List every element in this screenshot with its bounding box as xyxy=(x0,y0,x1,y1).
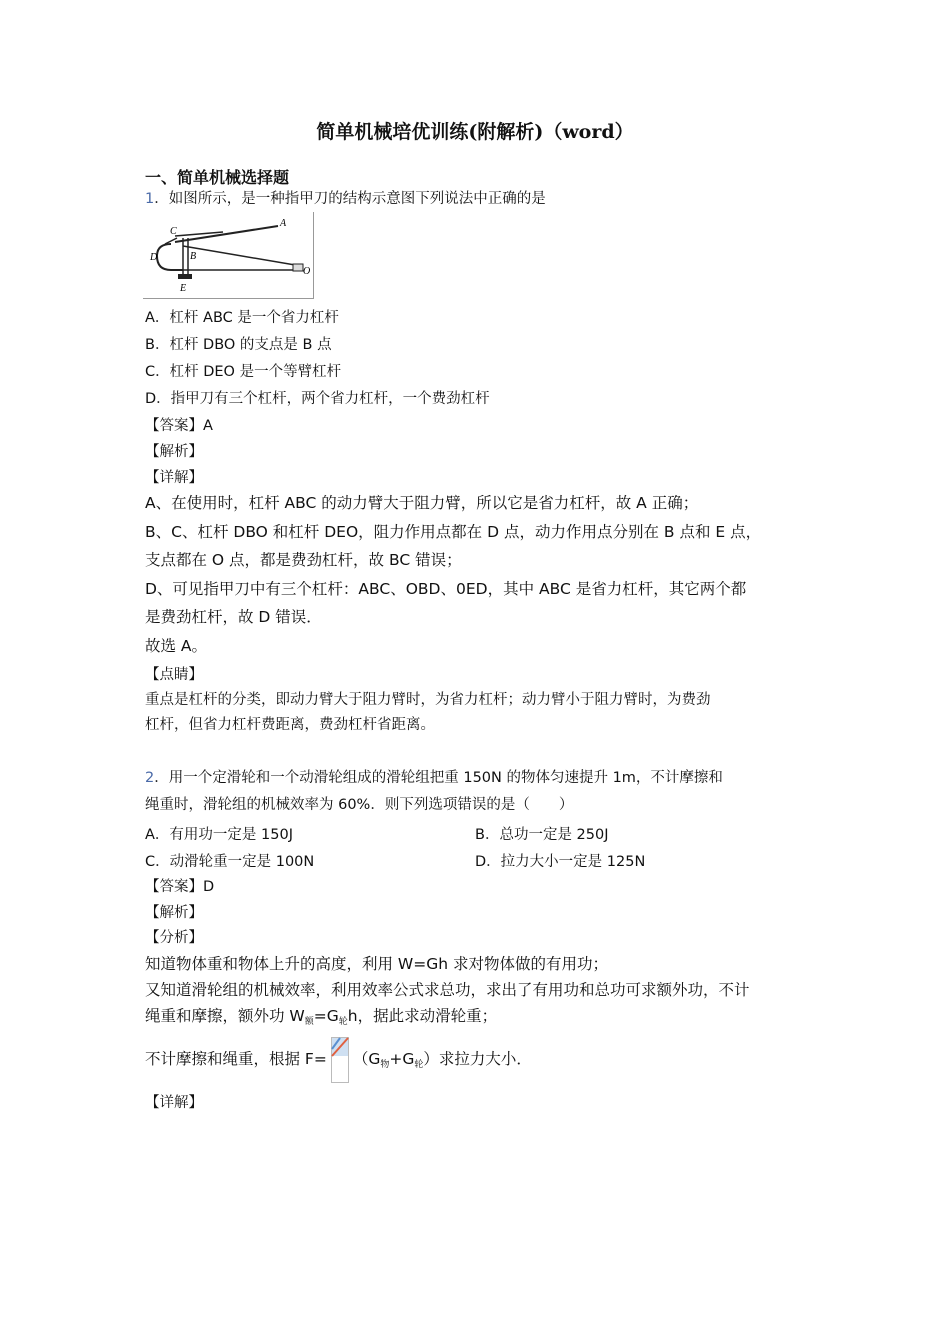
q1-option-d: D．指甲刀有三个杠杆，两个省力杠杆，一个费劲杠杆 xyxy=(145,391,490,407)
page-title: 简单机械培优训练(附解析)（word） xyxy=(316,121,634,143)
label-d: D xyxy=(150,252,158,263)
q2-fenxi-label: 【分析】 xyxy=(145,930,203,946)
q2-stem-line-1 xyxy=(145,768,723,788)
q2-analysis-line-1: 知道物体重和物体上升的高度，利用 W=Gh 求对物体做的有用功； xyxy=(145,955,609,973)
extra-work-text: 绳重和摩擦，额外功 W xyxy=(145,1007,305,1025)
q1-xiangjie-label: 【详解】 xyxy=(145,470,203,486)
q1-jiexi-label: 【解析】 xyxy=(145,444,203,460)
q1-detail-line-3b: 是费劲杠杆，故 D 错误． xyxy=(145,608,322,626)
q2-option-d: D．拉力大小一定是 125N xyxy=(475,854,646,870)
q1-stem xyxy=(145,189,546,209)
q1-point-line-1: 重点是杠杆的分类，即动力臂大于阻力臂时，为省力杠杆；动力臂小于阻力臂时，为费劲 xyxy=(145,692,711,708)
q2-xiangjie-label: 【详解】 xyxy=(145,1095,203,1111)
q2-number: 2 xyxy=(145,770,155,786)
q1-detail-line-2b: 支点都在 O 点，都是费劲杠杆，故 BC 错误； xyxy=(145,551,462,569)
equals-g: =G xyxy=(313,1007,339,1025)
q2-analysis-line-3 xyxy=(145,1006,497,1032)
q2-jiexi-label: 【解析】 xyxy=(145,905,203,921)
q2-stem-text-1: ．用一个定滑轮和一个动滑轮组成的滑轮组把重 150N 的物体匀速提升 1m，不计摩擦和 xyxy=(154,770,723,786)
formula-placeholder-icon xyxy=(331,1037,349,1083)
force-formula-text: 不计摩擦和绳重，根据 F= xyxy=(145,1050,327,1068)
extra-work-tail: h，据此求动滑轮重； xyxy=(347,1007,498,1025)
label-b: B xyxy=(190,251,197,262)
subscript-lun-2: 轮 xyxy=(414,1060,424,1070)
q1-detail-line-1: A、在使用时，杠杆 ABC 的动力臂大于阻力臂，所以它是省力杠杆，故 A 正确； xyxy=(145,494,699,512)
q2-analysis-line-2: 又知道滑轮组的机械效率，利用效率公式求总功，求出了有用功和总功可求额外功，不计 xyxy=(145,981,750,999)
label-a: A xyxy=(280,218,287,229)
q1-option-b: B．杠杆 DBO 的支点是 B 点 xyxy=(145,337,332,353)
q1-detail-line-3a: D、可见指甲刀中有三个杠杆：ABC、OBD、0ED，其中 ABC 是省力杠杆，其它两个都 xyxy=(145,580,747,598)
label-o: O xyxy=(303,266,311,277)
subscript-lun: 轮 xyxy=(338,1017,348,1027)
q2-stem-line-2: 绳重时，滑轮组的机械效率为 60%．则下列选项错误的是（ ） xyxy=(145,797,574,813)
g-open: （G xyxy=(352,1050,381,1068)
q2-option-b: B．总功一定是 250J xyxy=(475,827,609,843)
q1-choose: 故选 A。 xyxy=(145,637,208,655)
plus-g: +G xyxy=(389,1050,415,1068)
q1-number: 1 xyxy=(145,191,155,207)
label-c: C xyxy=(170,226,177,237)
q1-detail-line-2a: B、C、杠杆 DBO 和杠杆 DEO，阻力作用点都在 D 点，动力作用点分别在 B 点和 E 点， xyxy=(145,523,762,541)
q2-option-c: C．动滑轮重一定是 100N xyxy=(145,854,315,870)
q1-option-c: C．杠杆 DEO 是一个等臂杠杆 xyxy=(145,364,342,380)
q1-option-a: A．杠杆 ABC 是一个省力杠杆 xyxy=(145,310,339,326)
label-e: E xyxy=(180,283,187,294)
broken-formula-image xyxy=(331,1037,349,1083)
q2-analysis-line-4 xyxy=(145,1036,532,1088)
section-heading: 一、简单机械选择题 xyxy=(145,168,290,187)
q1-stem-text: ．如图所示，是一种指甲刀的结构示意图下列说法中正确的是 xyxy=(154,191,546,207)
nail-clipper-figure xyxy=(143,212,314,299)
force-formula-tail: ）求拉力大小． xyxy=(423,1050,532,1068)
subscript-wu: 物 xyxy=(380,1060,390,1070)
q1-answer: 【答案】A xyxy=(145,418,213,434)
subscript-e: 额 xyxy=(304,1017,314,1027)
q1-point-line-2: 杠杆，但省力杠杆费距离，费劲杠杆省距离。 xyxy=(145,717,435,733)
q2-answer: 【答案】D xyxy=(145,879,215,895)
nail-clipper-diagram xyxy=(143,212,313,298)
q1-dianjing-label: 【点睛】 xyxy=(145,667,203,683)
q2-option-a: A．有用功一定是 150J xyxy=(145,827,293,843)
